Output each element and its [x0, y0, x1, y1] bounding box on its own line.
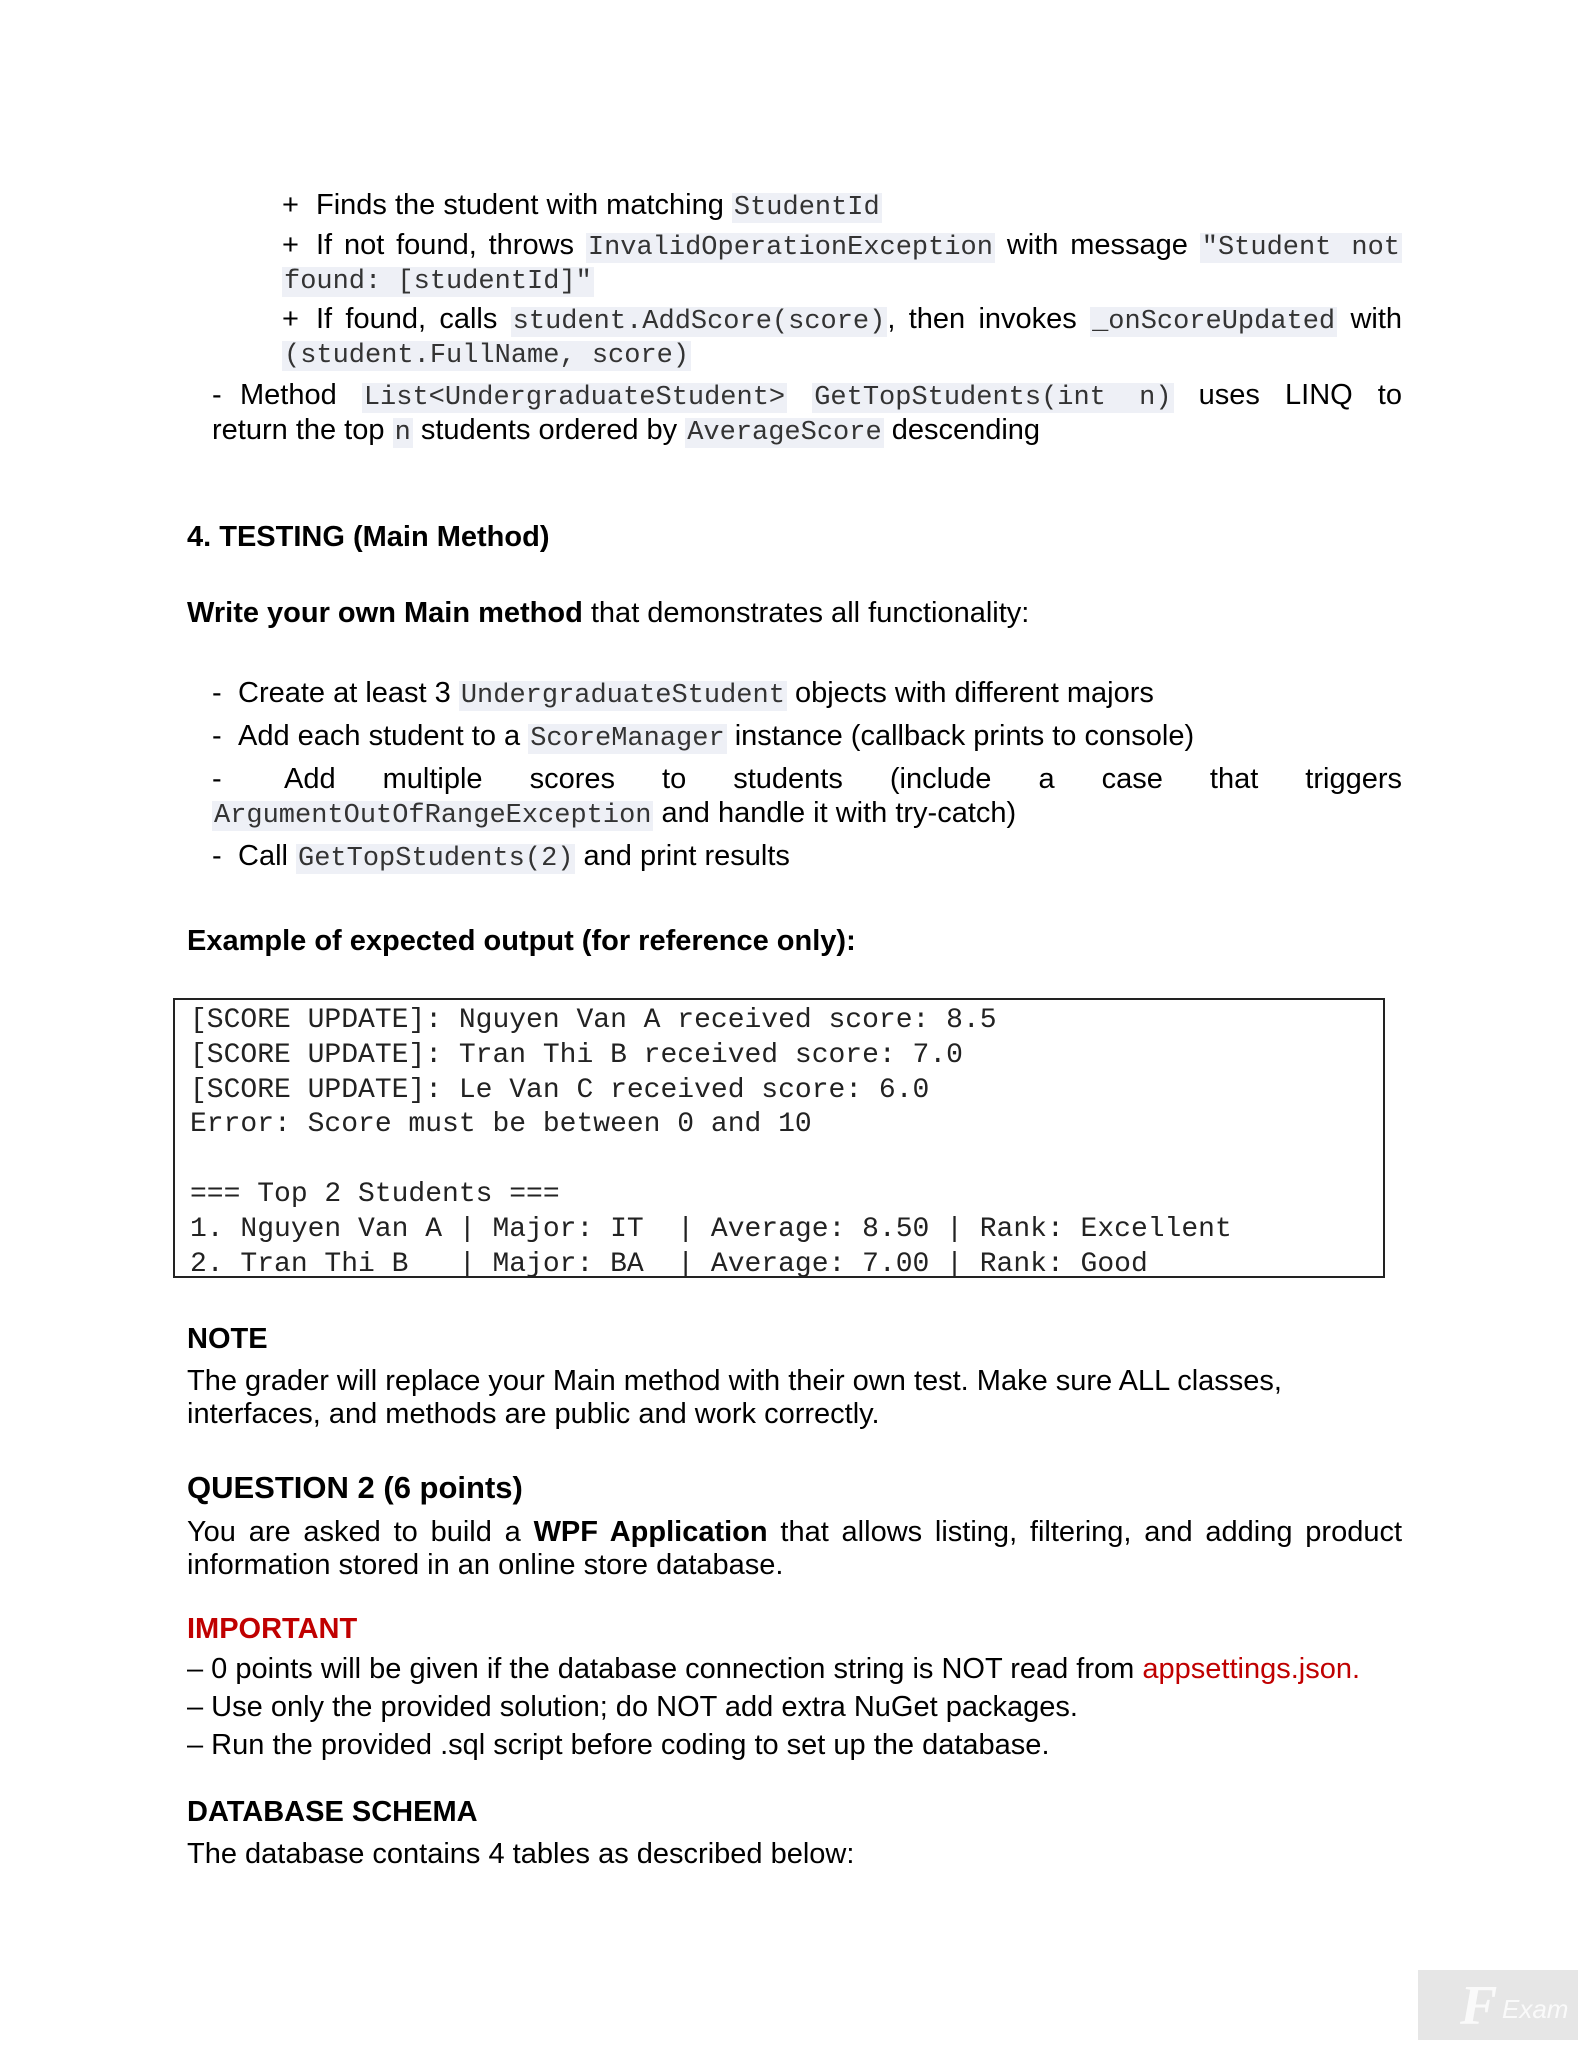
database-schema-heading: DATABASE SCHEMA: [187, 1796, 478, 1828]
output-line: [SCORE UPDATE]: Nguyen Van A received score: 8.5: [190, 1005, 997, 1036]
bullet-found: + If found, calls student.AddScore(score), then invokes _onScoreUpdated with: [282, 303, 1403, 337]
bullet-get-top-students-cont: return the top n students ordered by AverageScore descending: [212, 414, 1041, 448]
output-line: [SCORE UPDATE]: Le Van C received score: 6.0: [190, 1074, 930, 1106]
testing-item-create: - Create at least 3 UndergraduateStudent objects with different majors: [212, 677, 1154, 711]
output-line: [SCORE UPDATE]: Tran Thi B received score: 7.0: [190, 1039, 963, 1071]
note-heading: NOTE: [187, 1323, 268, 1355]
exam-watermark-logo: F Exam: [1418, 1970, 1578, 2040]
important-line-2: – Use only the provided solution; do NOT add extra NuGet packages.: [187, 1691, 1078, 1723]
bullet-get-top-students: - Method List<UndergraduateStudent> GetTopStudents(int n) uses LINQ to: [212, 379, 1402, 413]
testing-intro: Write your own Main method that demonstrates all functionality:: [187, 597, 1030, 629]
database-schema-text: The database contains 4 tables as described below:: [187, 1838, 855, 1870]
output-line: 1. Nguyen Van A | Major: IT | Average: 8.50 | Rank: Excellent: [190, 1213, 1232, 1245]
note-line-1: The grader will replace your Main method with their own test. Make sure ALL classes,: [187, 1365, 1282, 1397]
note-line-2: interfaces, and methods are public and work correctly.: [187, 1398, 880, 1430]
output-line: Error: Score must be between 0 and 10: [190, 1109, 812, 1141]
question-2-line-1: You are asked to build a WPF Application that allows listing, filtering, and adding product: [187, 1516, 1403, 1548]
testing-item-scores-cont: ArgumentOutOfRangeException and handle it with try-catch): [214, 797, 1017, 831]
question-2-line-2: information stored in an online store database.: [187, 1549, 784, 1581]
bullet-not-found-cont: found: [studentId]": [284, 267, 592, 297]
testing-item-scores: - Add multiple scores to students (include a case that triggers: [212, 763, 1402, 795]
bullet-not-found: + If not found, throws InvalidOperationException with message "Student not: [282, 229, 1400, 263]
important-line-1: – 0 points will be given if the database connection string is NOT read from appsettings.json.: [187, 1653, 1361, 1685]
expected-output-box: [173, 998, 1385, 1278]
bullet-find-student: + Finds the student with matching StudentId: [282, 189, 880, 223]
question-2-heading: QUESTION 2 (6 points): [187, 1470, 523, 1505]
example-output-heading: Example of expected output (for reference only):: [187, 925, 856, 957]
output-line: 2. Tran Thi B | Major: BA | Average: 7.00 | Rank: Good: [190, 1248, 1148, 1280]
output-line: === Top 2 Students ===: [190, 1178, 560, 1210]
important-line-3: – Run the provided .sql script before coding to set up the database.: [187, 1729, 1050, 1761]
bullet-found-cont: (student.FullName, score): [284, 341, 690, 371]
testing-item-call: - Call GetTopStudents(2) and print results: [212, 840, 790, 874]
important-heading: IMPORTANT: [187, 1613, 358, 1645]
testing-heading: 4. TESTING (Main Method): [187, 521, 550, 553]
testing-item-add: - Add each student to a ScoreManager instance (callback prints to console): [212, 720, 1195, 754]
